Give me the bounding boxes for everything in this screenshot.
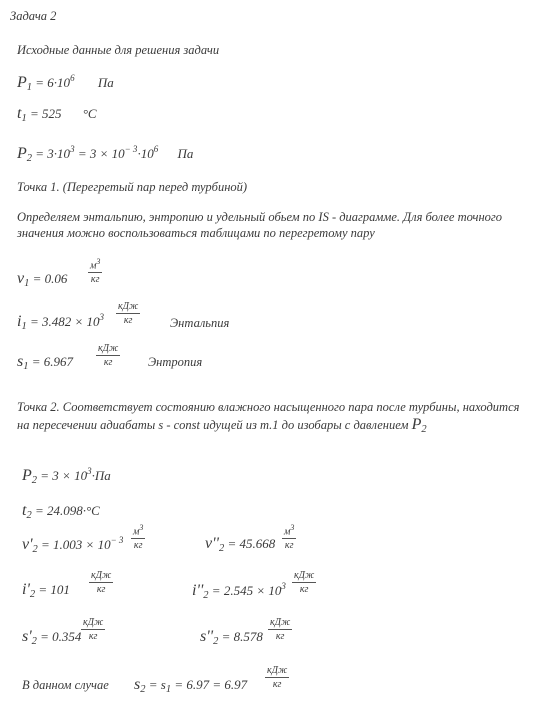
i2-double-prime-unit-fraction: кДж кг [294,570,315,595]
conclusion-prefix: В данном случае [22,678,109,692]
conclusion-unit-fraction: кДж кг [267,665,288,690]
s2-double-prime-unit-fraction: кДж кг [270,617,291,642]
s2-double-prime-equation: $s''_2 = 8.578$ [200,628,263,647]
point1-desc-line1: Определяем энтальпию, энтропию и удельный обьем по IS - диаграмме. Для более точного [17,210,503,224]
point1-desc-line2: значения можно воспользоваться таблицами по перегретому пару [17,226,375,240]
v2-double-prime-equation: $v''_2 = 45.668$ [205,535,276,554]
i2-double-prime-equation: $i''_2 = 2.545 \times 10^3$ [192,581,286,601]
entropy-label: Энтропия [148,355,203,369]
t1-equation: $t_1 = 525$ °C [17,105,97,124]
i1-equation: $i_1 = 3.482 \times 10^3$ [17,312,104,332]
s2-prime-unit-fraction: кДж кг [83,617,104,642]
s1-equation: $s_1 = 6.967$ [17,353,74,372]
p2-equation: $P_2 = 3\cdot 10^3 = 3 \times 10^{- 3}\cdot 10^6$ Па [17,144,194,164]
v1-equation: $v_1 = 0.06$ [17,270,68,289]
s2-prime-equation: $s'_2 = 0.354$ [22,628,82,647]
v2-prime-unit-fraction: $м^3$ кг [133,523,144,552]
i2-prime-unit-fraction: кДж кг [91,570,112,595]
v2-prime-equation: $v'_2 = 1.003 \times 10^{- 3}$ [22,535,124,555]
i2-prime-equation: $i'_2 = 101$ [22,581,70,600]
i1-unit-fraction: кДж кг [118,301,139,326]
s1-unit-fraction: кДж кг [98,343,119,368]
point2-line1: Точка 2. Соответствует состоянию влажного насыщенного пара после турбины, находится [17,400,520,414]
point1-heading: Точка 1. (Перегретый пар перед турбиной) [17,180,248,194]
conclusion-equation: $s_2 = s_1 = 6.97 = 6.97$ [134,676,248,695]
v2-double-prime-unit-fraction: $м^3$ кг [284,523,295,552]
initial-data-heading: Исходные данные для решения задачи [17,43,220,57]
p2b-equation: $P_2 = 3 \times 10^3\cdot Па$ [22,466,111,486]
v1-unit-fraction: $м^3$ кг [90,257,101,286]
enthalpy-label: Энтальпия [170,316,230,330]
t2-equation: $t_2 = 24.098\cdot^\circ C$ [22,502,100,521]
p1-equation: $P_1 = 6\cdot 10^6$ Па [17,73,114,93]
point2-line2: на пересечении адиабаты s - const идущей из т.1 до изобары с давлением $P_2$ [17,416,427,435]
task-title: Задача 2 [10,9,57,23]
